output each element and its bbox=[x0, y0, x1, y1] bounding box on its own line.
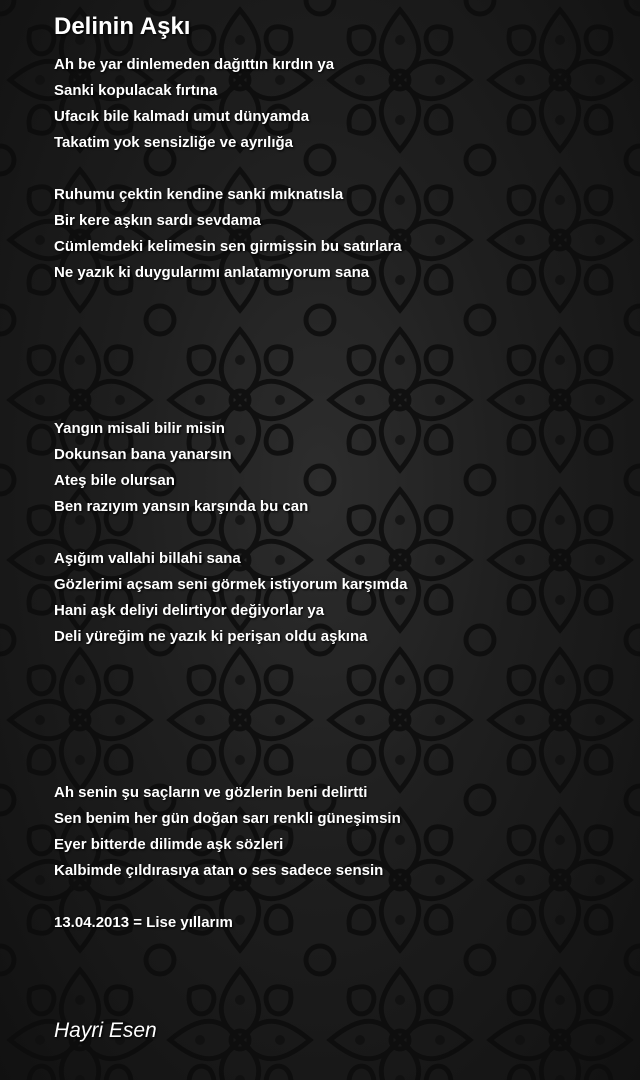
poem-stanza-4 bbox=[54, 546, 624, 650]
poem-line: Takatim yok sensizliğe ve ayrılığa bbox=[54, 134, 294, 151]
poem-stanza-5 bbox=[54, 780, 624, 884]
poem-stanza-1 bbox=[54, 52, 624, 156]
poem-line: Kalbimde çıldırasıya atan o ses sadece sensin bbox=[54, 862, 384, 879]
poem-title: Delinin Aşkı bbox=[54, 13, 191, 40]
poem-line: Ah be yar dinlemeden dağıttın kırdın ya bbox=[54, 56, 335, 73]
poem-line: Ben razıyım yansın karşında bu can bbox=[54, 498, 309, 515]
poem-line: Aşığım vallahi billahi sana bbox=[54, 550, 241, 567]
poem-line: Gözlerimi açsam seni görmek istiyorum karşımda bbox=[54, 576, 408, 593]
poem-line: Yangın misali bilir misin bbox=[54, 420, 225, 437]
poem-line: Deli yüreğim ne yazık ki perişan oldu aşkına bbox=[54, 628, 368, 645]
poem-line: Sen benim her gün doğan sarı renkli güneşimsin bbox=[54, 810, 401, 827]
poem-line: Cümlemdeki kelimesin sen girmişsin bu satırlara bbox=[54, 238, 402, 255]
poem-date-note bbox=[54, 910, 624, 936]
poem-date-line: 13.04.2013 = Lise yıllarım bbox=[54, 914, 233, 931]
poem-line: Sanki kopulacak fırtına bbox=[54, 82, 218, 99]
poem-line: Ateş bile olursan bbox=[54, 472, 175, 489]
poem-line: Hani aşk deliyi delirtiyor değiyorlar ya bbox=[54, 602, 325, 619]
poem-author: Hayri Esen bbox=[54, 1019, 157, 1042]
poem-line: Eyer bitterde dilimde aşk sözleri bbox=[54, 836, 284, 853]
poem-stanza-3 bbox=[54, 416, 624, 520]
poem-line: Ah senin şu saçların ve gözlerin beni delirtti bbox=[54, 784, 368, 801]
poem-line: Ufacık bile kalmadı umut dünyamda bbox=[54, 108, 310, 125]
poem-line: Bir kere aşkın sardı sevdama bbox=[54, 212, 261, 229]
poem-stanza-2 bbox=[54, 182, 624, 286]
poem-body bbox=[54, 52, 624, 962]
poem-line: Ne yazık ki duygularımı anlatamıyorum sana bbox=[54, 264, 370, 281]
poem-line: Ruhumu çektin kendine sanki mıknatısla bbox=[54, 186, 344, 203]
poem-line: Dokunsan bana yanarsın bbox=[54, 446, 232, 463]
